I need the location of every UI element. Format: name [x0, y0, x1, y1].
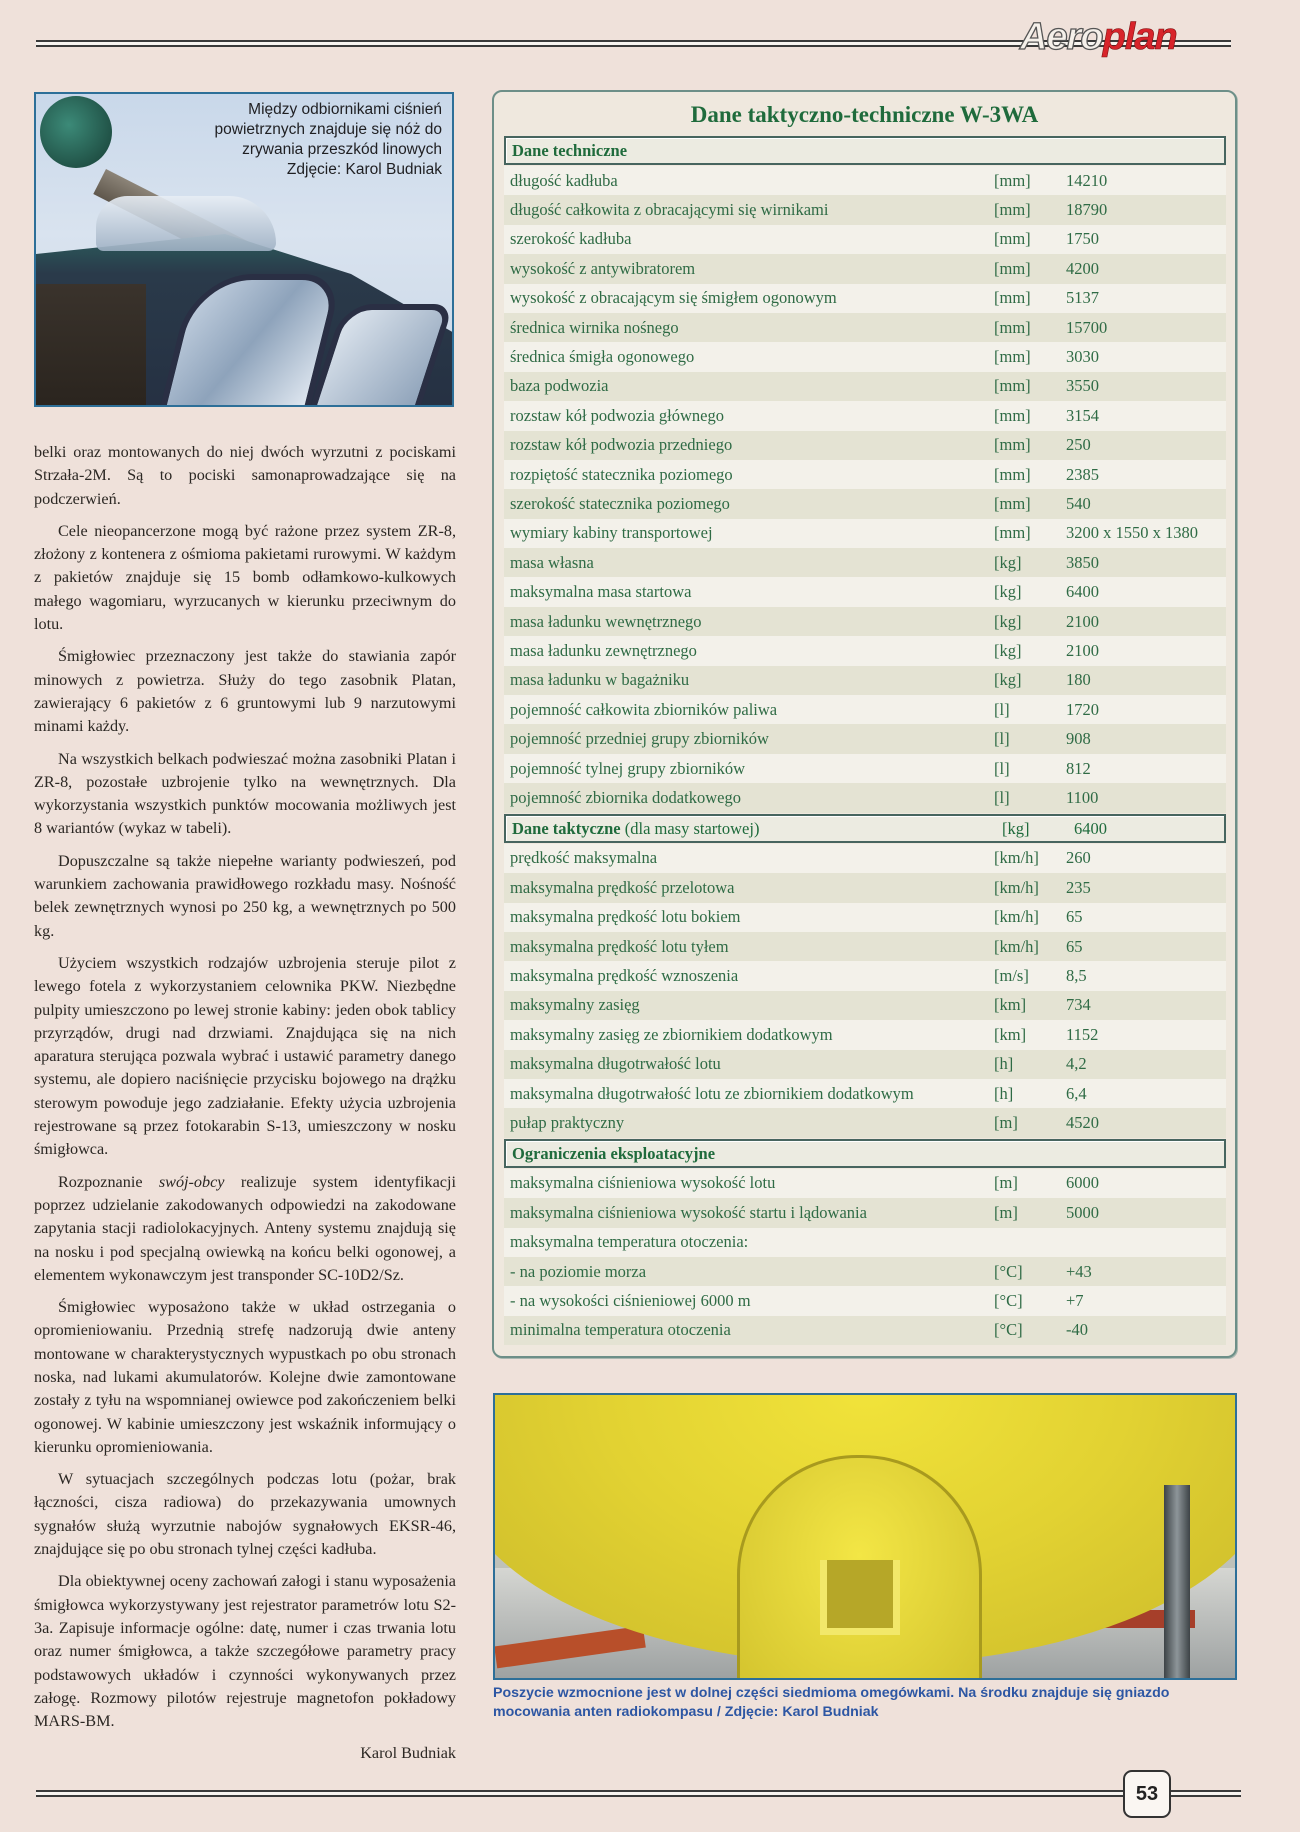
row-label: maksymalna masa startowa [510, 582, 692, 602]
section-heading [504, 814, 1226, 843]
row-label: średnica śmigła ogonowego [510, 347, 695, 367]
row-value: 3200 x 1550 x 1380 [1066, 523, 1198, 543]
italic-term: swój-obcy [158, 1172, 225, 1191]
antenna-socket [820, 1560, 900, 1635]
caption-line: powietrznych znajduje się nóż do [214, 121, 442, 138]
row-unit: [km/h] [994, 907, 1039, 927]
section-rows [504, 1169, 1226, 1345]
row-label: maksymalny zasięg ze zbiornikiem dodatkowym [510, 1024, 833, 1044]
row-unit: [mm] [994, 347, 1031, 367]
caption-line: Między odbiornikami ciśnień [248, 101, 442, 118]
magazine-logo [1020, 18, 1177, 56]
row-unit: [km] [994, 1024, 1027, 1044]
row-value: 812 [1066, 758, 1091, 778]
table-row [504, 783, 1226, 812]
row-label: maksymalna prędkość wznoszenia [510, 966, 739, 986]
row-unit: [°C] [994, 1261, 1023, 1281]
section-heading [504, 1139, 1226, 1168]
row-value: 6000 [1066, 1173, 1099, 1193]
caption-line: Zdjęcie: Karol Budniak [286, 161, 442, 178]
row-unit: [kg] [994, 582, 1022, 602]
row-unit: [kg] [994, 552, 1022, 572]
row-unit: [mm] [994, 376, 1031, 396]
hydraulic-jack [1164, 1485, 1190, 1680]
table-row [504, 1108, 1226, 1137]
row-value: 235 [1066, 877, 1091, 897]
row-value: 260 [1066, 848, 1091, 868]
row-unit: [mm] [994, 200, 1031, 220]
row-label: maksymalna ciśnieniowa wysokość startu i lądowania [510, 1202, 867, 1222]
table-row [504, 577, 1226, 606]
row-label: pojemność tylnej grupy zbiorników [510, 758, 746, 778]
row-label: szerokość kadłuba [510, 229, 632, 249]
table-row [504, 1257, 1226, 1286]
table-row [504, 1286, 1226, 1315]
logo-aero: Aero [1020, 16, 1103, 58]
table-row [504, 932, 1226, 961]
row-label: masa ładunku w bagażniku [510, 670, 690, 690]
row-value: 180 [1066, 670, 1091, 690]
row-label: pojemność zbiornika dodatkowego [510, 787, 741, 807]
row-unit: [kg] [994, 611, 1022, 631]
row-label: minimalna temperatura otoczenia [510, 1320, 731, 1340]
article-paragraph: Dla obiektywnej oceny zachowań załogi i stanu wyposażenia śmigłowca wykorzystywany jest rejestrator parametrów lotu S2-3a. Zapisuje informacje ogólne: datę, numer i czas trwania lotu oraz numer śmigłowca, a także szczegółowe parametry pracy podstawowych układów i czynności wykonywanych przez załogę. Rozmowy pilotów rejestruje magnetofon pokładowy MARS-BM. [34, 1572, 456, 1731]
row-label: rozstaw kół podwozia głównego [510, 405, 724, 425]
section-rows [504, 166, 1226, 813]
row-label: szerokość statecznika poziomego [510, 493, 730, 513]
section-value: 6400 [1074, 818, 1107, 838]
row-value: 14210 [1066, 170, 1108, 190]
section-rows [504, 844, 1226, 1138]
table-row [504, 636, 1226, 665]
row-value: 65 [1066, 907, 1083, 927]
table-row [504, 903, 1226, 932]
row-value: 5137 [1066, 288, 1099, 308]
row-label: wysokość z antywibratorem [510, 258, 696, 278]
row-label: długość kadłuba [510, 170, 618, 190]
photo-caption-top [182, 100, 442, 180]
row-value: 3154 [1066, 405, 1099, 425]
table-row [504, 724, 1226, 753]
table-row [504, 166, 1226, 195]
row-value: 4,2 [1066, 1054, 1087, 1074]
row-value: 5000 [1066, 1202, 1099, 1222]
row-label: wymiary kabiny transportowej [510, 523, 713, 543]
row-unit: [mm] [994, 435, 1031, 455]
row-label: masa ładunku wewnętrznego [510, 611, 702, 631]
table-row [504, 873, 1226, 902]
table-row [504, 844, 1226, 873]
section-title: Dane techniczne [512, 141, 628, 160]
row-unit: [mm] [994, 523, 1031, 543]
row-value: +43 [1066, 1261, 1092, 1281]
table-row [504, 225, 1226, 254]
row-value: 15700 [1066, 317, 1108, 337]
row-unit: [m] [994, 1173, 1018, 1193]
row-value: 2100 [1066, 611, 1099, 631]
row-value: 6400 [1066, 582, 1099, 602]
row-label: maksymalna ciśnieniowa wysokość lotu [510, 1173, 776, 1193]
row-label: rozstaw kół podwozia przedniego [510, 435, 733, 455]
row-label: pojemność przedniej grupy zbiorników [510, 729, 769, 749]
row-unit: [m] [994, 1202, 1018, 1222]
row-label: średnica wirnika nośnego [510, 317, 679, 337]
table-row [504, 1316, 1226, 1345]
row-value: 18790 [1066, 200, 1108, 220]
row-value: +7 [1066, 1291, 1084, 1311]
row-value: 1152 [1066, 1024, 1099, 1044]
row-value: 2385 [1066, 464, 1099, 484]
table-row [504, 372, 1226, 401]
row-value: 540 [1066, 493, 1091, 513]
row-label: wysokość z obracającym się śmigłem ogonowym [510, 288, 837, 308]
row-label: masa własna [510, 552, 594, 572]
row-value: -40 [1066, 1320, 1088, 1340]
article-paragraph: Użyciem wszystkich rodzajów uzbrojenia steruje pilot z lewego fotela z wykorzystaniem celownika PKW. Niezbędne pulpity umieszczono po lewej stronie kabiny: jeden obok tablicy przyrządów, drugi nad drzwiami. Znajdująca się na nich aparatura sterująca pozwala wybrać i ustawić parametry danego systemu, ale dopiero naciśnięcie przycisku bojowego na drążku sterowym powoduje jego zadziałanie. Efekty użycia uzbrojenia rejestrowane są przez fotokarabin S-13, umieszczony w nosku śmigłowca. [34, 953, 456, 1159]
row-value: 1100 [1066, 787, 1099, 807]
table-row [504, 607, 1226, 636]
row-unit: [km/h] [994, 848, 1039, 868]
row-label: maksymalna długotrwałość lotu [510, 1054, 721, 1074]
row-label: maksymalny zasięg [510, 995, 640, 1015]
table-row [504, 284, 1226, 313]
table-row [504, 666, 1226, 695]
row-value: 8,5 [1066, 966, 1087, 986]
table-row [504, 195, 1226, 224]
row-label: rozpiętość statecznika poziomego [510, 464, 733, 484]
row-label: maksymalna prędkość lotu bokiem [510, 907, 741, 927]
row-unit: [mm] [994, 493, 1031, 513]
row-value: 4200 [1066, 258, 1099, 278]
article-paragraph: Dopuszczalne są także niepełne warianty podwieszeń, pod warunkiem zachowania prawidłowego rozkładu masy. Nośność belek zewnętrznych wynosi po 250 kg, a wewnętrznych po 500 kg. [34, 851, 456, 940]
row-unit: [l] [994, 787, 1010, 807]
row-value: 908 [1066, 729, 1091, 749]
row-unit: [mm] [994, 258, 1031, 278]
table-row [504, 754, 1226, 783]
row-value: 2100 [1066, 640, 1099, 660]
row-value: 4520 [1066, 1113, 1099, 1132]
logo-plan: plan [1102, 16, 1177, 58]
row-value: 3550 [1066, 376, 1099, 396]
table-row [504, 313, 1226, 342]
article-body [34, 441, 456, 1775]
table-row [504, 1020, 1226, 1049]
table-row [504, 1228, 1226, 1257]
table-row [504, 1169, 1226, 1198]
row-unit: [m] [994, 1113, 1018, 1132]
row-value: 3030 [1066, 347, 1099, 367]
article-paragraph: Śmigłowiec wyposażono także w układ ostrzegania o opromieniowaniu. Przednią strefę nadzorują dwie anteny montowane w charakterystycznych wypustkach po obu stronach noska, nad lukami akumulatorów. Kolejne dwie zamontowane zostały z tyłu na wspomnianej owiewce pod zakończeniem belki ogonowej. W kabinie umieszczony jest wskaźnik informujący o kierunku opromieniowania. [34, 1298, 456, 1456]
row-label: maksymalna prędkość przelotowa [510, 877, 735, 897]
row-value: 6,4 [1066, 1083, 1087, 1103]
table-row [504, 1198, 1226, 1227]
article-paragraph: Na wszystkich belkach podwieszać można zasobniki Platan i ZR-8, pozostałe uzbrojenie tylko na wewnętrznych. Dla wykorzystania wszystkich punktów mocowania możliwych jest 8 wariantów (wykaz w tabeli). [34, 749, 456, 838]
row-unit: [kg] [994, 640, 1022, 660]
row-unit: [l] [994, 699, 1010, 719]
row-unit: [m/s] [994, 966, 1029, 986]
row-label: - na wysokości ciśnieniowej 6000 m [510, 1291, 751, 1311]
section-note: (dla masy startowej) [620, 818, 760, 838]
table-row [504, 489, 1226, 518]
row-unit: [mm] [994, 405, 1031, 425]
table-row [504, 1050, 1226, 1079]
table-row [504, 342, 1226, 371]
table-title: Dane taktyczno-techniczne W-3WA [690, 102, 1039, 127]
section-title: Dane taktyczne [512, 818, 621, 838]
row-unit: [mm] [994, 229, 1031, 249]
row-unit: [h] [994, 1083, 1014, 1103]
row-label: długość całkowita z obracającymi się wirnikami [510, 200, 829, 220]
author-signature: Karol Budniak [360, 1744, 456, 1763]
row-unit: [km/h] [994, 936, 1039, 956]
helicopter-cockpit-photo [34, 92, 454, 407]
section-unit: [kg] [1002, 818, 1030, 838]
row-label: pułap praktyczny [510, 1113, 625, 1132]
row-value: 3850 [1066, 552, 1099, 572]
table-row [504, 254, 1226, 283]
rotor-hub [40, 96, 112, 168]
row-unit: [mm] [994, 317, 1031, 337]
row-unit: [kg] [994, 670, 1022, 690]
row-value: 250 [1066, 435, 1091, 455]
row-label: pojemność całkowita zbiorników paliwa [510, 699, 778, 719]
row-value: 1720 [1066, 699, 1099, 719]
table-row [504, 961, 1226, 990]
row-value: 1750 [1066, 229, 1099, 249]
table-row [504, 695, 1226, 724]
row-value: 65 [1066, 936, 1083, 956]
article-paragraph: W sytuacjach szczególnych podczas lotu (pożar, brak łączności, cisza radiowa) do przekazywania umownych sygnałów służą wyrzutnie nabojów sygnałowych EKSR-46, znajdujące się po obu stronach tylnej części kadłuba. [34, 1470, 456, 1559]
article-paragraph [34, 1171, 456, 1287]
row-value: 734 [1066, 995, 1091, 1015]
row-unit: [mm] [994, 464, 1031, 484]
row-unit: [l] [994, 729, 1010, 749]
article-paragraph: Cele nieopancerzone mogą być rażone przez system ZR-8, złożony z kontenera z ośmioma pakietami rurowymi. W każdym z pakietów znajduje się 15 bomb odłamkowo-kulkowych małego wagomiaru, wyrzucanych w kierunku przeciwnym do lotu. [34, 521, 456, 634]
row-label: maksymalna temperatura otoczenia: [510, 1232, 749, 1252]
section-title: Ograniczenia eksploatacyjne [512, 1143, 716, 1163]
row-unit: [km] [994, 995, 1027, 1015]
row-unit: [l] [994, 758, 1010, 778]
page-number: 53 [1123, 1770, 1171, 1818]
caption-line: zrywania przeszkód linowych [242, 141, 442, 158]
row-unit: [°C] [994, 1320, 1023, 1340]
section-heading [504, 136, 1226, 165]
text-run: realizuje system identyfikacji poprzez udzielanie zakodowanych odpowiedzi na zakodowane zapytania stacji radiolokacyjnych. Anteny systemu znajdują się na nosku i pod specjalną owiewką na końcu belki ogonowej, a elementem wykonawczym jest transponder SC-10D2/Sz. [34, 1172, 456, 1284]
table-row [504, 1079, 1226, 1108]
table-row [504, 401, 1226, 430]
row-label: maksymalna długotrwałość lotu ze zbiornikiem dodatkowym [510, 1083, 914, 1103]
fuselage-underside-photo [493, 1393, 1237, 1680]
text-run: Rozpoznanie [58, 1172, 159, 1191]
photo-caption-bottom: Poszycie wzmocnione jest w dolnej części siedmioma omegówkami. Na środku znajduje się gniazdo mocowania anten radiokompasu / Zdjęcie: Karol Budniak [493, 1685, 1170, 1720]
row-unit: [mm] [994, 170, 1031, 190]
article-paragraph: belki oraz montowanych do niej dwóch wyrzutni z pociskami Strzała-2M. Są to pociski samonaprowadzające się na podczerwień. [34, 443, 456, 508]
row-unit: [km/h] [994, 877, 1039, 897]
row-unit: [h] [994, 1054, 1014, 1074]
row-label: maksymalna prędkość lotu tyłem [510, 936, 729, 956]
row-label: masa ładunku zewnętrznego [510, 640, 697, 660]
article-paragraph: Śmigłowiec przeznaczony jest także do stawiania zapór minowych z powietrza. Służy do tego zasobnik Platan, zawierający 6 pakietów z 6 gruntowymi lub 9 narzutowymi minami każdy. [34, 647, 456, 736]
row-unit: [°C] [994, 1291, 1023, 1311]
table-row [504, 519, 1226, 548]
table-row [504, 460, 1226, 489]
footer-rule [36, 1790, 1241, 1797]
table-row [504, 431, 1226, 460]
row-label: - na poziomie morza [510, 1261, 647, 1281]
cabin-door [36, 284, 146, 407]
spec-table-panel [492, 90, 1237, 1358]
table-row [504, 548, 1226, 577]
row-unit: [mm] [994, 288, 1031, 308]
table-row [504, 991, 1226, 1020]
row-label: baza podwozia [510, 376, 609, 396]
row-label: prędkość maksymalna [510, 848, 658, 868]
canopy-bulge [96, 196, 276, 251]
